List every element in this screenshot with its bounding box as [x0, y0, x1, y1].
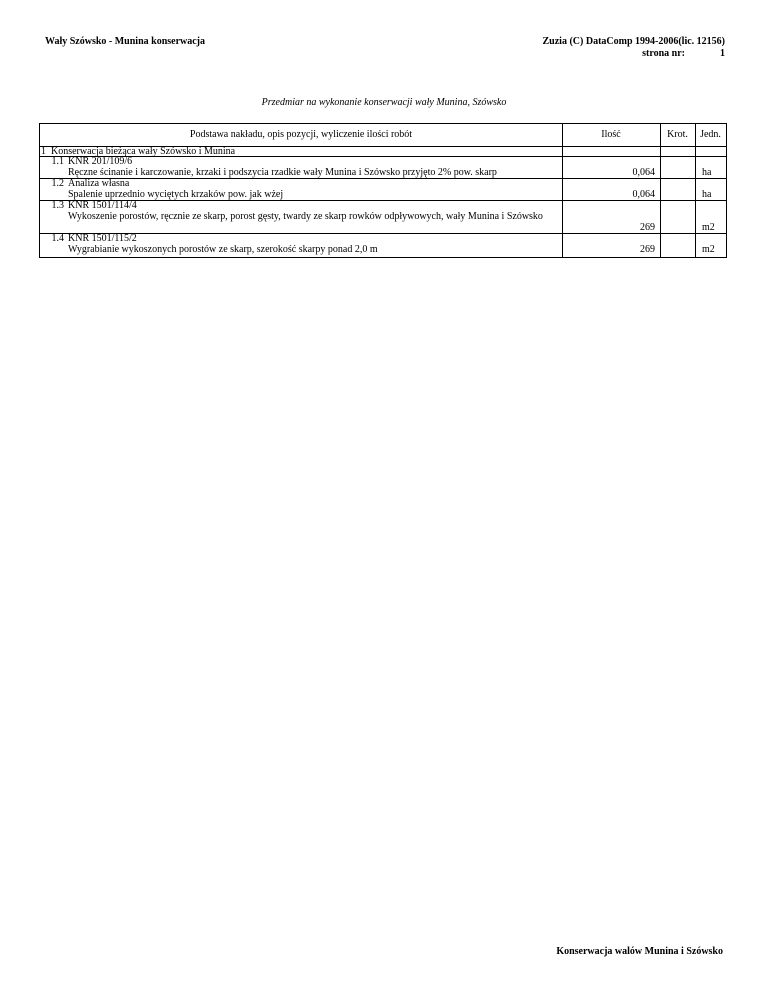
position-description: Spalenie uprzednio wyciętych krzaków pow. jak wżej	[68, 189, 284, 200]
position-text	[68, 178, 558, 200]
position-quantity: 269	[640, 222, 655, 233]
document-header-title: Wały Szówsko - Munina konserwacja	[45, 36, 206, 47]
position-quantity: 0,064	[632, 167, 655, 178]
position-number: 1.3	[51, 200, 64, 211]
position-basis: KNR 201/109/6	[68, 156, 133, 167]
position-basis: KNR 1501/114/4	[68, 200, 137, 211]
table-row	[40, 178, 726, 200]
position-basis: Analiza własna	[68, 178, 130, 189]
position-number: 1.2	[51, 178, 64, 189]
document-title: Przedmiar na wykonanie konserwacji wały Munina, Szówsko	[261, 97, 507, 108]
header-description: Podstawa nakładu, opis pozycji, wyliczenie ilości robót	[189, 129, 413, 140]
header-quantity: Ilość	[601, 129, 621, 140]
position-number: 1.4	[51, 233, 64, 244]
page-number-line	[543, 48, 725, 60]
header-multiplier: Krot.	[667, 129, 688, 140]
section-title: Konserwacja bieżąca wały Szówsko i Munina	[51, 146, 236, 157]
position-basis: KNR 1501/115/2	[68, 233, 137, 244]
position-quantity: 269	[640, 244, 655, 255]
position-text	[68, 156, 558, 178]
position-number: 1.1	[51, 156, 64, 167]
software-info	[543, 36, 725, 60]
position-quantity: 0,064	[632, 189, 655, 200]
position-unit: m2	[702, 244, 715, 255]
position-description: Ręczne ścinanie i karczowanie, krzaki i podszycia rzadkie wały Munina i Szówsko przyjęto 2% pow. skarp	[68, 167, 497, 178]
position-text	[68, 233, 558, 255]
table-row	[40, 156, 726, 178]
section-number: 1	[41, 146, 46, 157]
software-license: Zuzia (C) DataComp 1994-2006(lic. 12156)	[542, 36, 725, 47]
cost-estimate-table	[39, 123, 727, 258]
position-unit: m2	[702, 222, 715, 233]
header-unit: Jedn.	[700, 129, 721, 140]
table-row	[40, 200, 726, 233]
position-description: Wygrabianie wykoszonych porostów ze skarp, szerokość skarpy ponad 2,0 m	[68, 244, 378, 255]
page-number: 1	[720, 48, 725, 59]
position-text	[68, 200, 558, 222]
page-label: strona nr:	[642, 48, 685, 59]
position-unit: ha	[702, 189, 712, 200]
footer-text: Konserwacja walów Munina i Szówsko	[556, 946, 723, 957]
position-description: Wykoszenie porostów, ręcznie ze skarp, porost gęsty, twardy ze skarp rowków odpływowych, wały Munina i Szówsko	[68, 211, 543, 222]
table-row	[40, 233, 726, 257]
position-unit: ha	[702, 167, 712, 178]
